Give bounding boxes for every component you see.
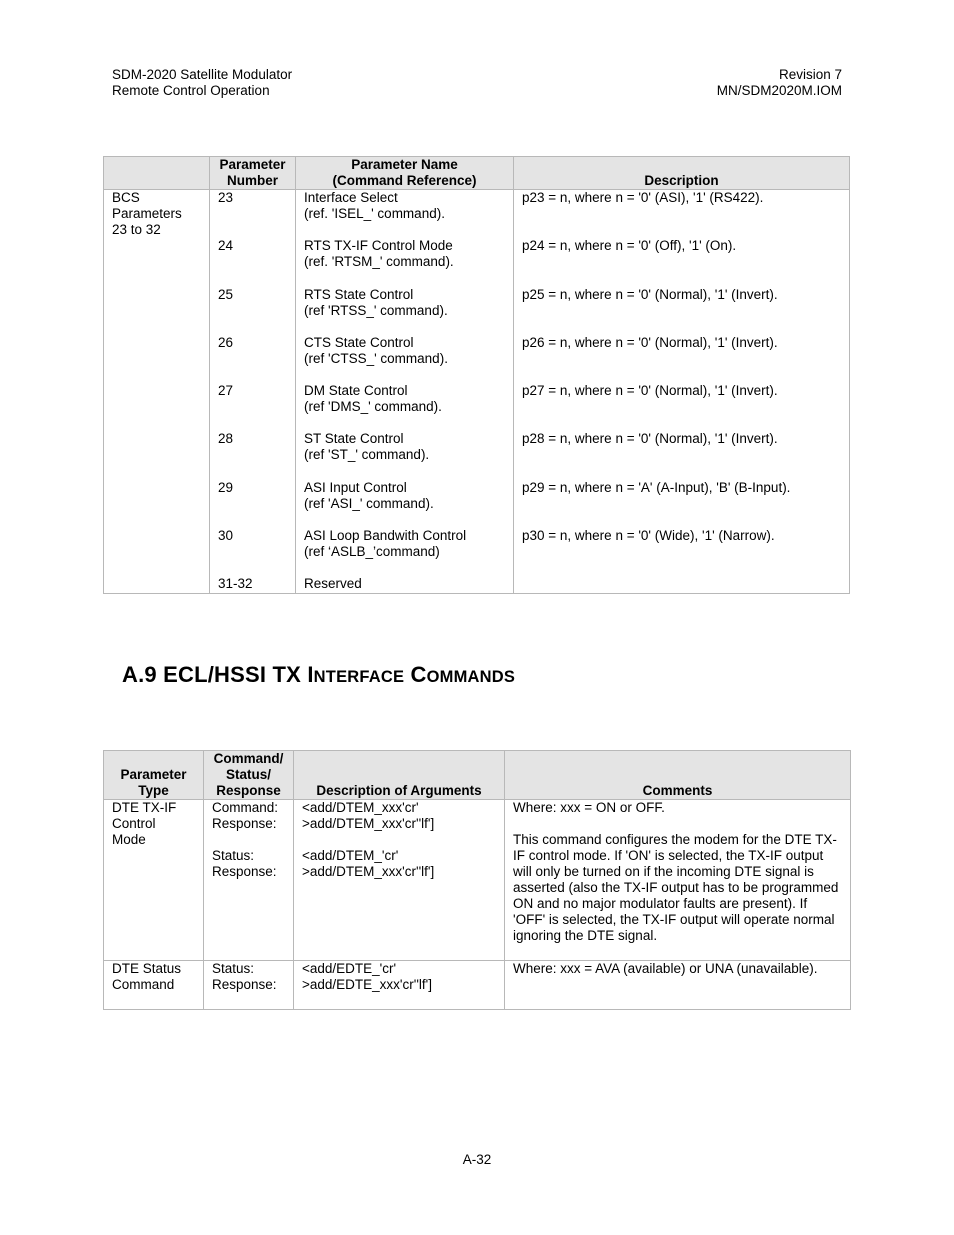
param-number: 30 xyxy=(218,528,234,544)
page-header-left xyxy=(112,67,292,99)
param-name: DM State Control xyxy=(304,383,408,399)
header-doc-title: SDM-2020 Satellite Modulator xyxy=(112,67,293,82)
table-row xyxy=(104,190,850,594)
command-type-cell: Status: Response: xyxy=(204,961,294,1010)
comments-cell: Where: xxx = AVA (available) or UNA (unavailable). xyxy=(505,961,851,1010)
table-header-row xyxy=(104,157,850,190)
param-ref: (ref. 'ISEL_' command). xyxy=(304,206,445,221)
header-parameter-name: Parameter Name (Command Reference) xyxy=(296,157,514,190)
parameter-type-cell: DTE TX-IF Control Mode xyxy=(104,800,204,961)
param-ref: (ref 'CTSS_' command). xyxy=(304,350,448,366)
table-row xyxy=(104,800,851,961)
parameter-number-column xyxy=(210,190,296,594)
param-description: p27 = n, where n = '0' (Normal), '1' (Invert). xyxy=(522,383,778,399)
arguments-cell: <add/DTEM_xxx'cr' >add/DTEM_xxx'cr''lf'] <add/DTEM_'cr' >add/DTEM_xxx'cr''lf'] xyxy=(294,800,505,961)
interface-commands-table xyxy=(103,750,851,1010)
parameter-name-column xyxy=(296,190,514,594)
param-number: 25 xyxy=(218,286,234,302)
param-description: p28 = n, where n = '0' (Normal), '1' (Invert). xyxy=(522,431,778,447)
group-label: BCS Parameters 23 to 32 xyxy=(104,190,210,594)
header-command-status-response: Command/ Status/ Response xyxy=(204,751,294,800)
page-number: A-32 xyxy=(462,1152,492,1167)
param-ref: (ref ‘ASLB_’command) xyxy=(304,544,440,560)
header-doc-number: MN/SDM2020M.IOM xyxy=(716,83,842,98)
param-name: Reserved xyxy=(304,576,362,592)
param-description: p24 = n, where n = '0' (Off), '1' (On). xyxy=(522,238,737,254)
header-doc-subtitle: Remote Control Operation xyxy=(112,83,270,98)
param-number: 26 xyxy=(218,334,234,350)
param-number: 27 xyxy=(218,383,234,399)
param-name: Interface Select xyxy=(304,190,398,205)
param-ref: (ref 'RTSS_' command). xyxy=(304,302,448,318)
header-description-of-arguments: Description of Arguments xyxy=(294,751,505,800)
description-column xyxy=(514,190,850,594)
param-number: 28 xyxy=(218,431,234,447)
header-description: Description xyxy=(514,157,850,190)
param-name: ASI Input Control xyxy=(304,479,407,495)
param-description: p29 = n, where n = 'A' (A-Input), 'B' (B-Input). xyxy=(522,479,791,495)
arguments-cell: <add/EDTE_'cr' >add/EDTE_xxx'cr''lf'] xyxy=(294,961,505,1010)
param-description: p26 = n, where n = '0' (Normal), '1' (Invert). xyxy=(522,334,778,350)
header-comments: Comments xyxy=(505,751,851,800)
param-description: p30 = n, where n = '0' (Wide), '1' (Narrow). xyxy=(522,528,775,544)
header-revision: Revision 7 xyxy=(778,67,842,82)
param-number: 24 xyxy=(218,238,234,254)
bcs-parameters-table xyxy=(103,156,850,594)
param-number: 31-32 xyxy=(218,576,253,592)
command-type-cell: Command: Response: Status: Response: xyxy=(204,800,294,961)
header-parameter-number: Parameter Number xyxy=(210,157,296,190)
param-name: RTS TX-IF Control Mode xyxy=(304,238,453,254)
table-header-row xyxy=(104,751,851,800)
param-name: RTS State Control xyxy=(304,286,414,302)
param-description: p23 = n, where n = '0' (ASI), '1' (RS422). xyxy=(522,190,764,205)
param-number: 23 xyxy=(218,190,234,205)
param-ref: (ref 'DMS_' command). xyxy=(304,399,442,415)
param-name: CTS State Control xyxy=(304,334,414,350)
comments-cell: Where: xxx = ON or OFF. This command configures the modem for the DTE TX-IF control mode. If 'ON' is selected, the TX-IF output will only be turned on if the incoming DTE signal is asserted (also the TX-IF output has to be programmed ON and no major modulator faults are present). If 'OFF' is selected, the TX-IF output will operate normal ignoring the DTE signal. xyxy=(505,800,851,961)
param-ref: (ref. 'RTSM_' command). xyxy=(304,254,454,270)
param-ref: (ref 'ASI_' command). xyxy=(304,495,434,511)
page-header-right xyxy=(640,67,842,99)
param-ref: (ref 'ST_' command). xyxy=(304,447,430,463)
header-parameter-type: Parameter Type xyxy=(104,751,204,800)
param-number: 29 xyxy=(218,479,234,495)
header-cell-blank xyxy=(104,157,210,190)
section-heading: A.9 ECL/HSSI TX INTERFACE COMMANDS xyxy=(122,662,516,687)
param-name: ST State Control xyxy=(304,431,404,447)
param-name: ASI Loop Bandwith Control xyxy=(304,528,467,544)
param-description: p25 = n, where n = '0' (Normal), '1' (Invert). xyxy=(522,286,778,302)
parameter-type-cell: DTE Status Command xyxy=(104,961,204,1010)
table-row xyxy=(104,961,851,1010)
